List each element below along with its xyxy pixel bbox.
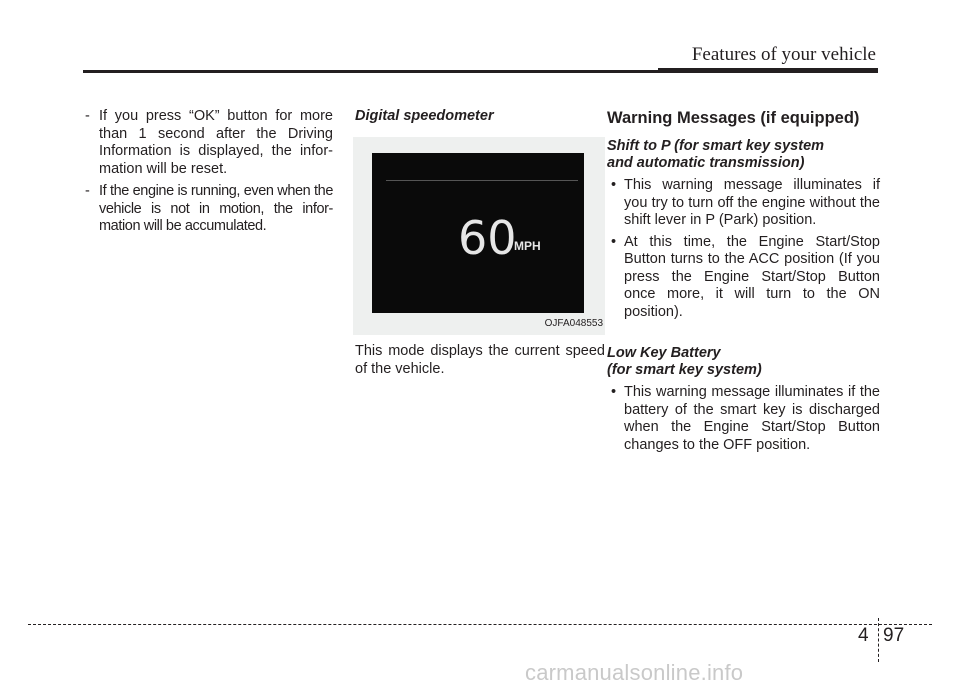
digital-speedometer-heading: Digital speedometer	[355, 108, 494, 124]
watermark: carmanualsonline.info	[525, 660, 744, 685]
list-item-text: This warning message illuminates if you try to turn off the engine without the shift lever in P (Park) position.	[624, 177, 880, 228]
heading-line: (for smart key system)	[607, 362, 762, 378]
list-item-text: At this time, the Engine Start/Stop Button turns to the ACC position (If you press the Engine Start/Stop Button once more, it will turn to the ON position).	[624, 233, 880, 320]
page-header-title: Features of your vehicle	[691, 44, 876, 65]
list-item-text: If the engine is running, even when the vehicle is not in motion, the infor-mation will be accumulated.	[99, 183, 333, 234]
middle-column	[355, 108, 605, 378]
page-number-divider	[878, 618, 879, 662]
dash-marker: -	[85, 183, 90, 199]
right-column	[607, 108, 880, 458]
header-rule-accent	[658, 68, 878, 73]
cluster-display	[372, 153, 584, 313]
speedometer-description: This mode displays the current speed of the vehicle.	[355, 343, 605, 377]
shift-to-p-heading	[607, 138, 880, 172]
heading-line: Shift to P (for smart key system	[607, 138, 825, 154]
bullet-icon: •	[611, 233, 617, 250]
speed-value: 60	[458, 211, 517, 265]
low-key-battery-heading	[607, 345, 880, 379]
list-item	[607, 234, 880, 322]
bullet-icon: •	[611, 384, 617, 400]
list-item	[85, 183, 333, 236]
list-item-text: If you press “OK” button for more than 1 second after the Driving Information is displayed, the infor-mation will be reset.	[99, 108, 333, 177]
bullet-icon: •	[611, 177, 617, 193]
left-column	[85, 108, 333, 241]
dash-marker: -	[85, 108, 90, 124]
list-item	[85, 108, 333, 178]
list-item	[607, 177, 880, 230]
list-item-text: This warning message illuminates if the battery of the smart key is discharged when the Engine Start/Stop Button changes to the OFF position.	[624, 384, 880, 453]
list-item	[607, 384, 880, 454]
heading-line: Low Key Battery	[607, 345, 721, 361]
page-number: 97	[883, 625, 905, 646]
speed-unit: MPH	[514, 239, 541, 253]
chapter-number: 4	[858, 625, 869, 646]
display-divider	[386, 180, 578, 181]
figure-code: OJFA048553	[544, 317, 603, 329]
speedometer-figure	[353, 137, 605, 335]
heading-line: and automatic transmission)	[607, 155, 805, 171]
warning-messages-title: Warning Messages (if equipped)	[607, 109, 860, 127]
footer-rule	[28, 624, 932, 625]
